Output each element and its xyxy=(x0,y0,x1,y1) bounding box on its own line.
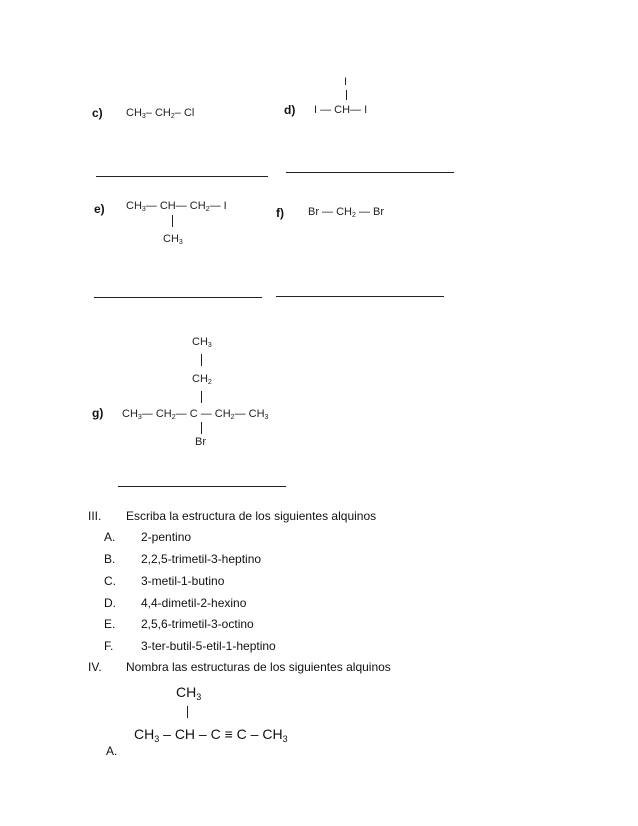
formula-g-mid: $CH_2$ xyxy=(192,373,212,386)
answer-line-g xyxy=(118,486,286,487)
section4-title: Nombra las estructuras de los siguientes alquinos xyxy=(126,660,391,674)
section4-number: IV. xyxy=(88,660,102,674)
list-item-letter: E. xyxy=(104,617,116,631)
list-item-letter: B. xyxy=(104,552,116,566)
answer-line-e xyxy=(94,297,262,298)
formula-d-top: I xyxy=(344,76,348,88)
bond-e-vertical xyxy=(172,215,173,227)
list-item-text: 2-pentino xyxy=(141,530,192,544)
formula-e: $CH_3—$ CH— $CH_2—$ I xyxy=(126,200,227,213)
label-e: e) xyxy=(94,202,105,216)
list-item-text: 4,4-dimetil-2-hexino xyxy=(141,596,247,610)
answer-line-f xyxy=(276,296,444,297)
formula-g-bottom: Br xyxy=(195,436,206,448)
label-c: c) xyxy=(92,106,103,120)
formula-e-branch: $CH_3$ xyxy=(163,233,183,246)
list-item-text: 3-metil-1-butino xyxy=(141,574,225,588)
list-item-letter: C. xyxy=(104,574,116,588)
label-f: f) xyxy=(276,206,284,220)
bond-g-mid xyxy=(201,391,202,403)
list-item-letter: F. xyxy=(104,639,114,653)
formula-g: $CH_3—$ $CH_2—$ C — $CH_2—$ $CH_3$ xyxy=(122,408,269,421)
list-item-text: 2,5,6-trimetil-3-octino xyxy=(141,617,254,631)
bond-iv-vertical xyxy=(187,706,188,718)
bond-g-bottom xyxy=(201,422,202,434)
section3-title: Escriba la estructura de los siguientes alquinos xyxy=(126,509,377,523)
section3-number: III. xyxy=(88,509,102,523)
bond-g-top xyxy=(201,354,202,366)
bond-d-vertical xyxy=(346,90,347,100)
list-item-letter: A. xyxy=(104,530,116,544)
list-item-text: 3-ter-butil-5-etil-1-heptino xyxy=(141,639,276,653)
formula-f: Br — $CH_2$ — Br xyxy=(308,206,385,219)
formula-iv-top: $CH_3$ xyxy=(176,684,202,702)
formula-c: $CH_3-$ $CH_2-$ Cl xyxy=(126,107,195,120)
label-d: d) xyxy=(284,103,296,117)
label-g: g) xyxy=(92,406,104,420)
answer-line-c xyxy=(96,176,268,177)
formula-g-top: $CH_3$ xyxy=(192,336,212,349)
list-item-text: 2,2,5-trimetil-3-heptino xyxy=(141,552,262,566)
answer-line-d xyxy=(286,172,454,173)
formula-d: I — CH— I xyxy=(314,104,368,116)
formula-iv: $CH_3$ – CH – $C \equiv C - CH_3$ xyxy=(134,726,288,744)
section4-item-letter: A. xyxy=(106,744,118,758)
list-item-letter: D. xyxy=(104,596,116,610)
